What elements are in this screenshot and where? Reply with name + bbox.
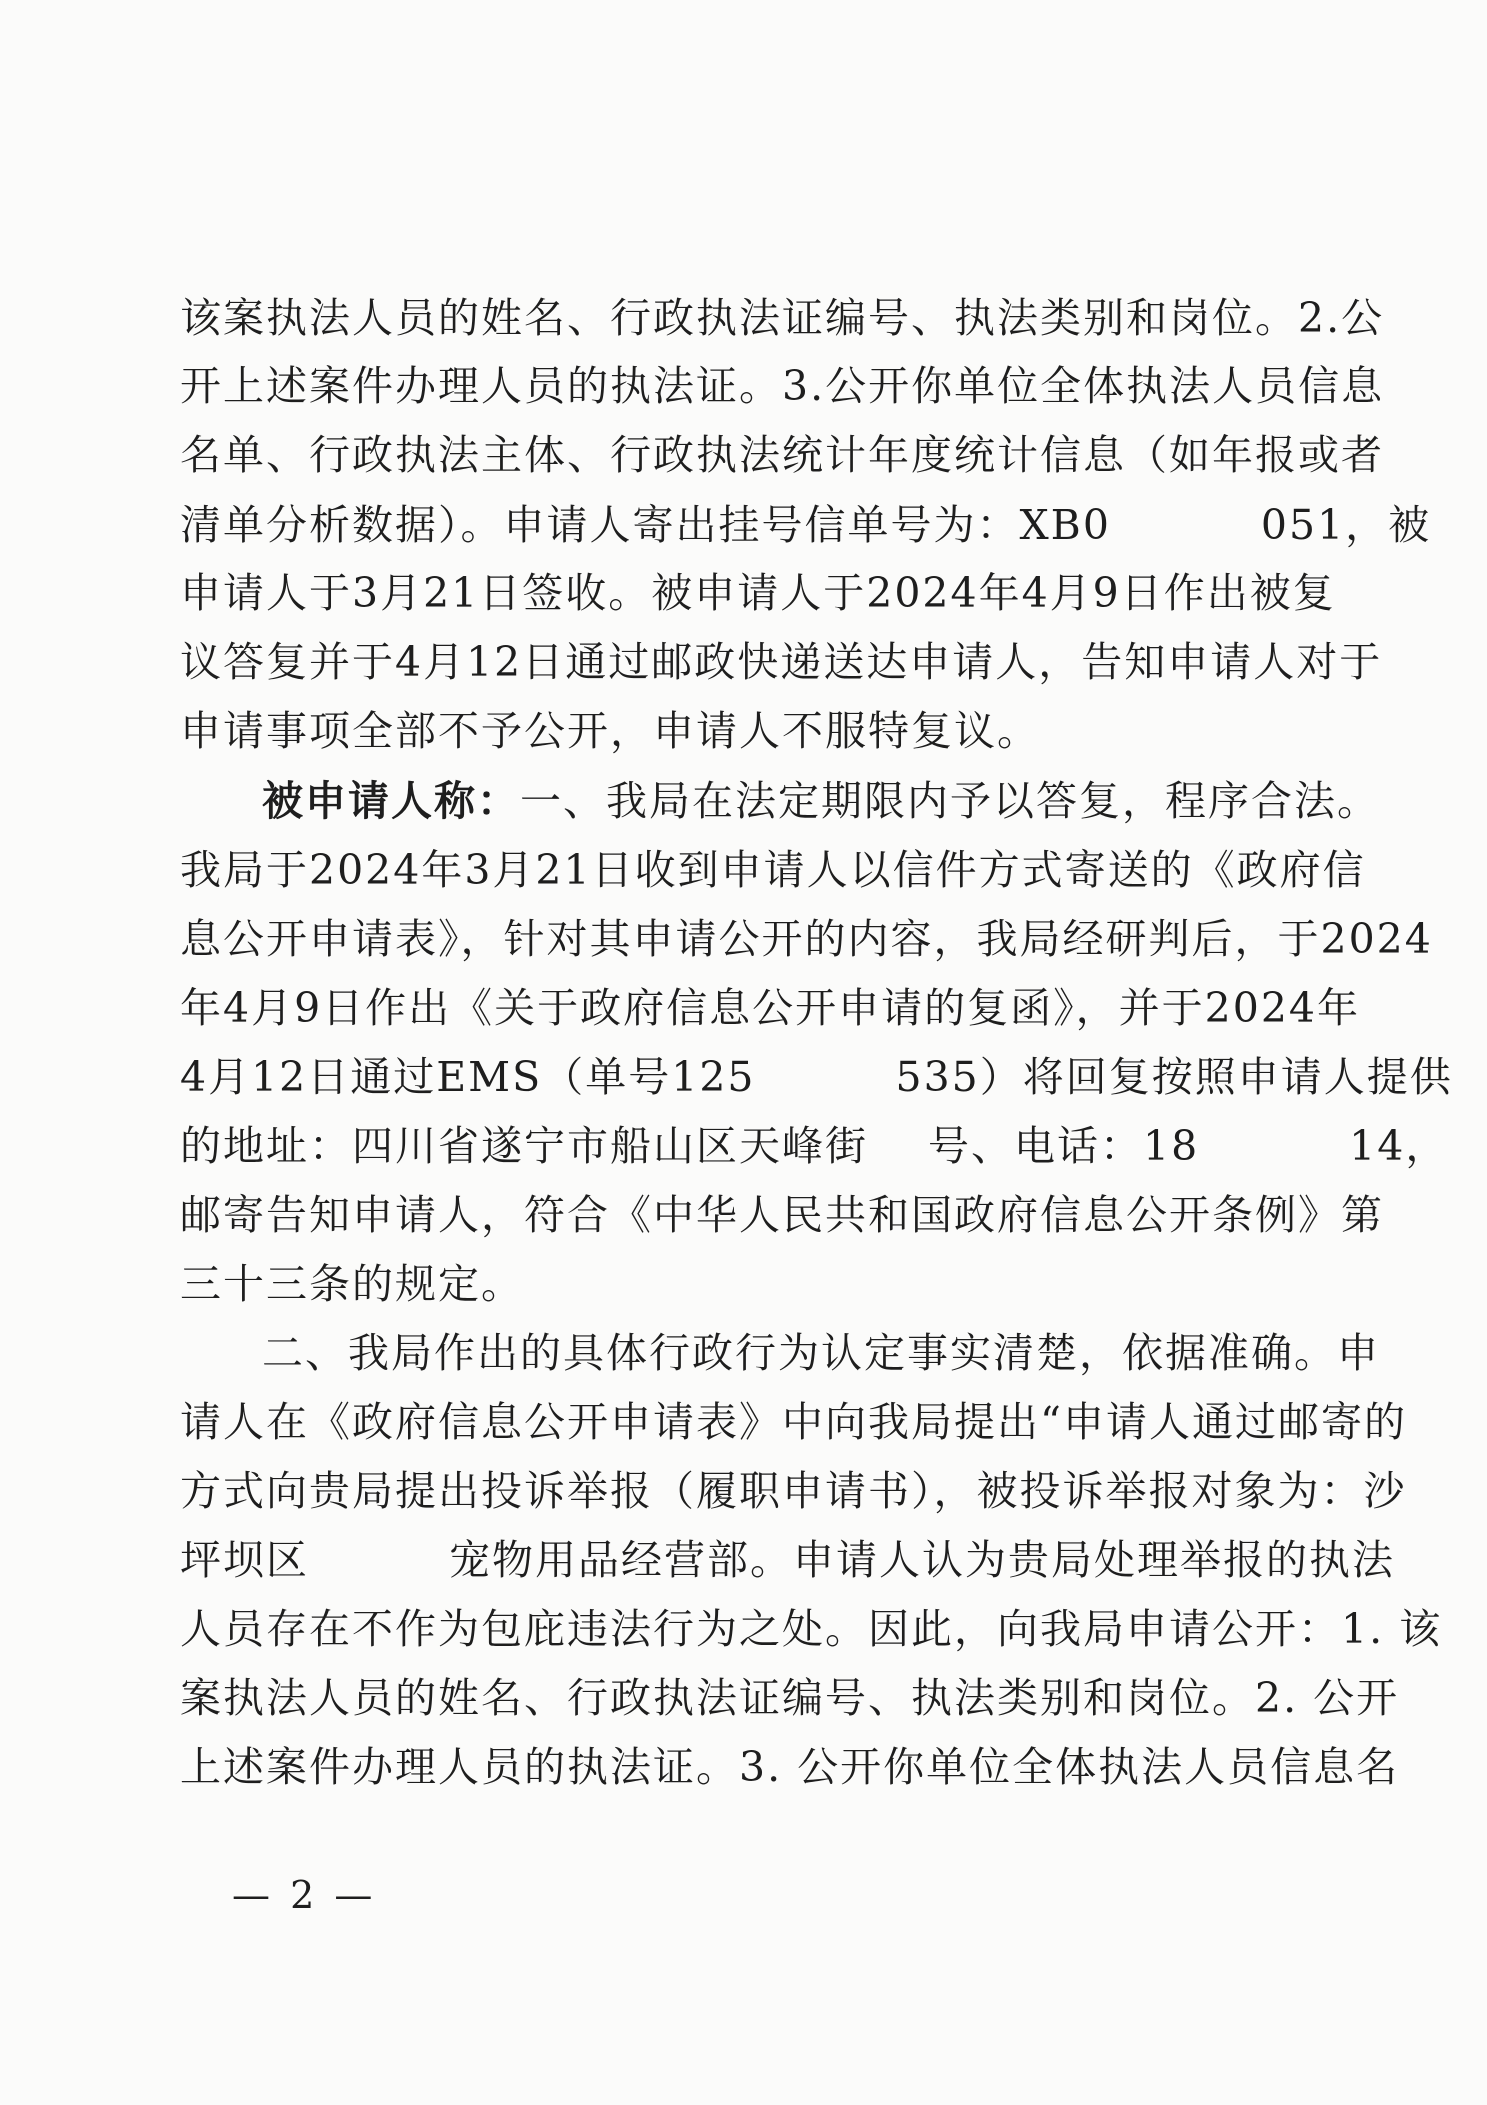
body-line-19-part-b: 宠物用品经营部。申请人认为贵局处理举报的执法: [449, 1536, 1395, 1584]
body-line-12-part-b: 535）将回复按照申请人提供: [895, 1053, 1453, 1101]
body-line-21: 案执法人员的姓名、行政执法证编号、执法类别和岗位。2. 公开: [180, 1674, 1400, 1722]
body-line-10: 息公开申请表》，针对其申请公开的内容，我局经研判后，于2024: [180, 915, 1433, 963]
paragraph-2-text: 一、我局在法定期限内予以答复，程序合法。: [520, 777, 1380, 825]
body-line-17: 请人在《政府信息公开申请表》中向我局提出“申请人通过邮寄的: [180, 1398, 1407, 1446]
body-line-22: 上述案件办理人员的执法证。3. 公开你单位全体执法人员信息名: [180, 1743, 1400, 1791]
body-line-2: 开上述案件办理人员的执法证。3.公开你单位全体执法人员信息: [180, 362, 1385, 410]
body-line-11: 年4月9日作出《关于政府信息公开申请的复函》，并于2024年: [180, 984, 1361, 1032]
paragraph-2-first-line: [180, 773, 1380, 829]
body-line-13-part-a: 的地址：四川省遂宁市船山区天峰街: [180, 1122, 868, 1170]
body-line-6: 议答复并于4月12日通过邮政快递送达申请人，告知申请人对于: [180, 638, 1383, 686]
body-line-12-part-a: 4月12日通过EMS（单号125: [180, 1053, 756, 1101]
body-line-13: [180, 1118, 1449, 1174]
paragraph-3-first-line: 二、我局作出的具体行政行为认定事实清楚，依据准确。申: [262, 1329, 1380, 1377]
body-line-5: 申请人于3月21日签收。被申请人于2024年4月9日作出被复: [180, 569, 1336, 617]
body-line-3: 名单、行政执法主体、行政执法统计年度统计信息（如年报或者: [180, 431, 1384, 479]
body-line-14: 邮寄告知申请人，符合《中华人民共和国政府信息公开条例》第: [180, 1191, 1384, 1239]
body-line-4-part-a: 清单分析数据）。申请人寄出挂号信单号为：XB0: [180, 501, 1111, 549]
body-line-12: [180, 1049, 1453, 1105]
body-line-4-part-b: 051，被: [1260, 501, 1432, 549]
body-line-7: 申请事项全部不予公开，申请人不服特复议。: [180, 707, 1040, 755]
page-number: — 2 —: [232, 1873, 377, 1917]
body-line-18: 方式向贵局提出投诉举报（履职申请书），被投诉举报对象为：沙: [180, 1467, 1407, 1515]
body-line-13-part-c: 14，: [1349, 1122, 1449, 1170]
body-line-15: 三十三条的规定。: [180, 1260, 524, 1308]
body-line-4: [180, 497, 1432, 553]
body-line-1: 该案执法人员的姓名、行政执法证编号、执法类别和岗位。2.公: [180, 294, 1385, 342]
body-line-19: [180, 1532, 1395, 1588]
body-line-9: 我局于2024年3月21日收到申请人以信件方式寄送的《政府信: [180, 846, 1366, 894]
body-line-20: 人员存在不作为包庇违法行为之处。因此，向我局申请公开：1. 该: [180, 1605, 1443, 1653]
body-line-19-part-a: 坪坝区: [180, 1536, 309, 1584]
body-line-13-part-b: 号、电话：18: [928, 1122, 1200, 1170]
respondent-label: 被申请人称：: [262, 777, 520, 825]
